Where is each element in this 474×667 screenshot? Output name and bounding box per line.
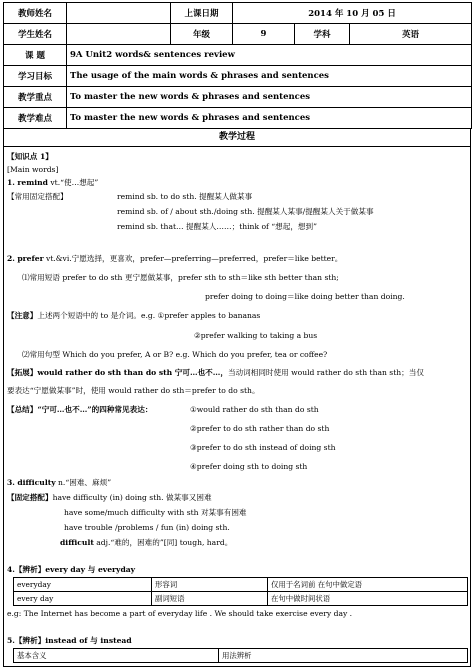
table-row	[14, 649, 468, 663]
extension-text-2: 当动词相同时使用 would rather do sth than sth；当仅	[227, 368, 424, 377]
note-row	[7, 311, 260, 321]
header-table	[3, 2, 472, 129]
subject-label: 学科	[295, 24, 350, 45]
difficulty-word: difficulty	[17, 478, 56, 487]
teacher-value	[67, 3, 171, 24]
remind-def: vt.“使…想起”	[47, 178, 99, 187]
section-5-title: 5.【辨析】instead of 与 instead	[7, 636, 132, 645]
difficulty-usage-2: have some/much difficulty with sth 对某事有困难	[64, 508, 247, 517]
summary-label: 【总结】	[7, 405, 38, 414]
difficulty-collocation-label: 【固定搭配】	[7, 493, 53, 502]
note-label: 【注意】	[7, 311, 38, 320]
note-text: 上述两个短语中的 to 是介词。e.g. ①prefer apples to bananas	[37, 311, 261, 320]
prefer-heading	[7, 254, 342, 264]
remind-usage-3: remind sb. that… 提醒某人……；think of “想起，想到”	[117, 222, 317, 231]
process-title: 教学过程	[4, 128, 470, 147]
topic-value: 9A Unit2 words& sentences review	[67, 45, 472, 66]
difficulty-def: n.“困难、麻烦”	[55, 478, 112, 487]
remind-usage-2: remind sb. of / about sth./doing sth. 提醒某人某事/提醒某人关于做某事	[117, 207, 374, 216]
table-row	[14, 592, 468, 606]
focus-value: To master the new words & phrases and sentences	[67, 87, 472, 108]
prefer-def: vt.&vi.宁愿选择，更喜欢，prefer—preferring—preferred，prefer＝like better。	[43, 254, 343, 263]
student-label: 学生姓名	[4, 24, 67, 45]
table-row	[14, 578, 468, 592]
summary-item-2: ②prefer to do sth rather than do sth	[190, 424, 330, 433]
goal-label: 学习目标	[4, 66, 67, 87]
date-value: 2014 年 10 月 05 日	[233, 3, 472, 24]
difficulty-value: To master the new words & phrases and sentences	[67, 108, 472, 129]
teaching-process-section	[3, 128, 471, 667]
summary-item-4: ④prefer doing sth to doing sth	[190, 462, 308, 471]
table-cell: every day	[14, 592, 152, 606]
section-4-title: 4.【辨析】every day 与 everyday	[7, 565, 136, 574]
table-cell: 基本含义	[14, 649, 219, 663]
difficulty-heading	[7, 478, 111, 488]
extension-row	[7, 368, 424, 378]
everyday-table	[13, 577, 468, 606]
prefer-usage-3: ⑵常用句型 Which do you prefer, A or B? e.g. Which do you prefer, tea or coffee?	[22, 350, 328, 359]
difficulty-usage-3: have trouble /problems / fun (in) doing sth.	[64, 523, 230, 532]
extension-label: 【拓展】	[7, 368, 38, 377]
summary-text: “宁可…也不…”的四种常见表达：	[37, 405, 153, 414]
remind-collocation-label: 【常用固定搭配】	[7, 192, 68, 201]
table-cell: 用法辨析	[219, 649, 468, 663]
remind-num: 1.	[7, 178, 15, 187]
table-cell: 仅用于名词前 在句中做定语	[268, 578, 468, 592]
difficult-adj-row	[60, 538, 232, 548]
prefer-num: 2.	[7, 254, 15, 263]
section-4-example: e.g: The Internet has become a part of everyday life . We should take exercise every day .	[7, 609, 353, 618]
subject-value: 英语	[350, 24, 472, 45]
goal-value: The usage of the main words & phrases and sentences	[67, 66, 472, 87]
student-value	[67, 24, 171, 45]
table-cell: 在句中做时间状语	[268, 592, 468, 606]
table-cell: everyday	[14, 578, 152, 592]
prefer-word: prefer	[17, 254, 44, 263]
prefer-usage-1: ⑴常用短语 prefer to do sth 更宁愿做某事，prefer sth to sth＝like sth better than sth;	[22, 273, 339, 282]
summary-item-1: ①would rather do sth than do sth	[190, 405, 319, 414]
extension-text-3: 要表达“宁愿做某事”时，使用 would rather do sth＝prefer to do sth。	[7, 386, 260, 395]
difficulty-usage-1: have difficulty (in) doing sth. 做某事又困难	[52, 493, 212, 502]
prefer-usage-2: prefer doing to doing＝like doing better than doing.	[205, 292, 405, 301]
topic-label: 课 题	[4, 45, 67, 66]
summary-row	[7, 405, 152, 415]
instead-table	[13, 648, 468, 663]
date-label: 上课日期	[171, 3, 233, 24]
main-words-heading: [Main words]	[7, 165, 59, 174]
focus-label: 教学重点	[4, 87, 67, 108]
difficulty-collocation-row	[7, 493, 212, 503]
grade-value: 9	[233, 24, 295, 45]
table-cell: 副词短语	[152, 592, 268, 606]
grade-label: 年级	[171, 24, 233, 45]
remind-word: remind	[17, 178, 48, 187]
teacher-label: 教师姓名	[4, 3, 67, 24]
remind-heading	[7, 178, 98, 188]
difficulty-label: 教学难点	[4, 108, 67, 129]
difficult-def: adj.“难的，困难的”[同] tough, hard。	[93, 538, 233, 547]
note-example-2: ②prefer walking to taking a bus	[194, 331, 318, 340]
extension-text: would rather do sth than do sth 宁可…也不…，	[37, 368, 228, 377]
knowledge-point-1: 【知识点 1】	[7, 152, 53, 161]
difficult-word: difficult	[60, 538, 94, 547]
table-cell: 形容词	[152, 578, 268, 592]
remind-usage-1: remind sb. to do sth. 提醒某人做某事	[117, 192, 253, 201]
difficulty-num: 3.	[7, 478, 15, 487]
summary-item-3: ③prefer to do sth instead of doing sth	[190, 443, 336, 452]
